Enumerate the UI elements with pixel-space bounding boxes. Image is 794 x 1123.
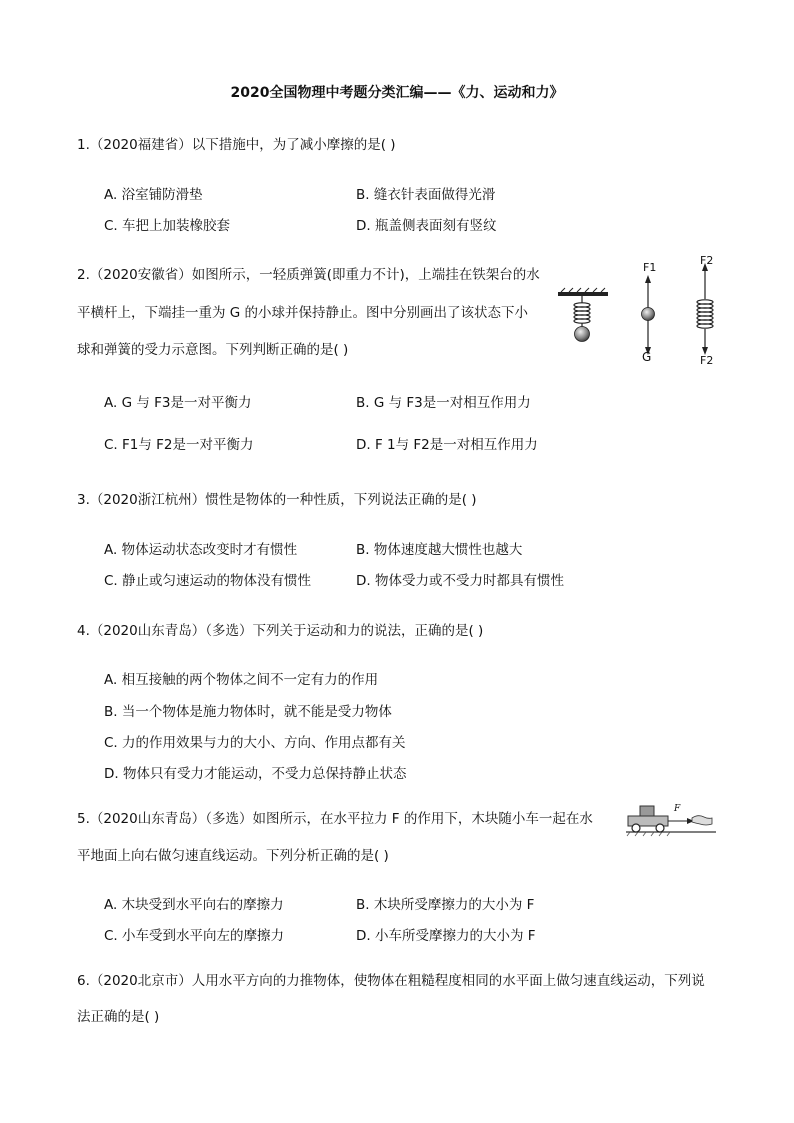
q5-option-d: D. 小车所受摩擦力的大小为 F (356, 928, 536, 944)
q3-option-a: A. 物体运动状态改变时才有惯性 (104, 542, 298, 558)
q2-option-a: A. G 与 F3是一对平衡力 (104, 395, 252, 411)
label-f2-bottom: F2 (700, 354, 714, 367)
q1-option-b: B. 缝衣针表面做得光滑 (356, 187, 496, 203)
cart-diagram (624, 798, 719, 838)
question-6-line-1: 6.（2020北京市）人用水平方向的力推物体，使物体在粗糙程度相同的水平面上做匀速直线运动，下列说 (77, 973, 705, 989)
label-g: G (642, 350, 652, 364)
q4-option-d: D. 物体只有受力才能运动，不受力总保持静止状态 (104, 766, 407, 782)
question-1: 1.（2020福建省）以下措施中，为了减小摩擦的是( ) (77, 137, 396, 153)
question-6-line-2: 法正确的是( ) (77, 1009, 160, 1025)
ball-force-diagram (642, 275, 655, 355)
label-f-pull: F (674, 804, 681, 814)
q5-option-c: C. 小车受到水平向左的摩擦力 (104, 928, 285, 944)
q1-option-a: A. 浴室铺防滑垫 (104, 187, 203, 203)
question-3: 3.（2020浙江杭州）惯性是物体的一种性质，下列说法正确的是( ) (77, 492, 477, 508)
q2-option-d: D. F 1与 F2是一对相互作用力 (356, 437, 538, 453)
question-5-line-1: 5.（2020山东青岛）（多选）如图所示，在水平拉力 F 的作用下，木块随小车一起在水 (77, 811, 593, 827)
q4-option-a: A. 相互接触的两个物体之间不一定有力的作用 (104, 672, 379, 688)
q1-option-d: D. 瓶盖侧表面刻有竖纹 (356, 218, 497, 234)
q2-option-b: B. G 与 F3是一对相互作用力 (356, 395, 531, 411)
q4-option-c: C. 力的作用效果与力的大小、方向、作用点都有关 (104, 735, 406, 751)
question-5-line-2: 平地面上向右做匀速直线运动。下列分析正确的是( ) (77, 848, 389, 864)
question-4: 4.（2020山东青岛）（多选）下列关于运动和力的说法，正确的是( ) (77, 623, 484, 639)
label-f2-top: F2 (700, 254, 714, 267)
question-2-line-3: 球和弹簧的受力示意图。下列判断正确的是( ) (77, 342, 349, 358)
ball (575, 327, 590, 342)
q3-option-b: B. 物体速度越大惯性也越大 (356, 542, 523, 558)
q5-option-a: A. 木块受到水平向右的摩擦力 (104, 897, 284, 913)
page-title: 2020全国物理中考题分类汇编——《力、运动和力》 (230, 85, 564, 101)
q1-option-c: C. 车把上加装橡胶套 (104, 218, 231, 234)
spring-hanging (574, 296, 590, 327)
q4-option-b: B. 当一个物体是施力物体时，就不能是受力物体 (104, 704, 392, 720)
spring-force-diagram-right (697, 263, 713, 355)
spring-force-diagram (553, 255, 723, 375)
question-2-line-2: 平横杆上，下端挂一重为 G 的小球并保持静止。图中分别画出了该状态下小 (77, 305, 529, 321)
ceiling-bar (558, 288, 608, 296)
q5-option-b: B. 木块所受摩擦力的大小为 F (356, 897, 535, 913)
question-2-line-1: 2.（2020安徽省）如图所示，一轻质弹簧(即重力不计)，上端挂在铁架台的水 (77, 267, 540, 283)
q3-option-c: C. 静止或匀速运动的物体没有惯性 (104, 573, 312, 589)
label-f1: F1 (643, 261, 657, 274)
q3-option-d: D. 物体受力或不受力时都具有惯性 (356, 573, 564, 589)
q2-option-c: C. F1与 F2是一对平衡力 (104, 437, 254, 453)
